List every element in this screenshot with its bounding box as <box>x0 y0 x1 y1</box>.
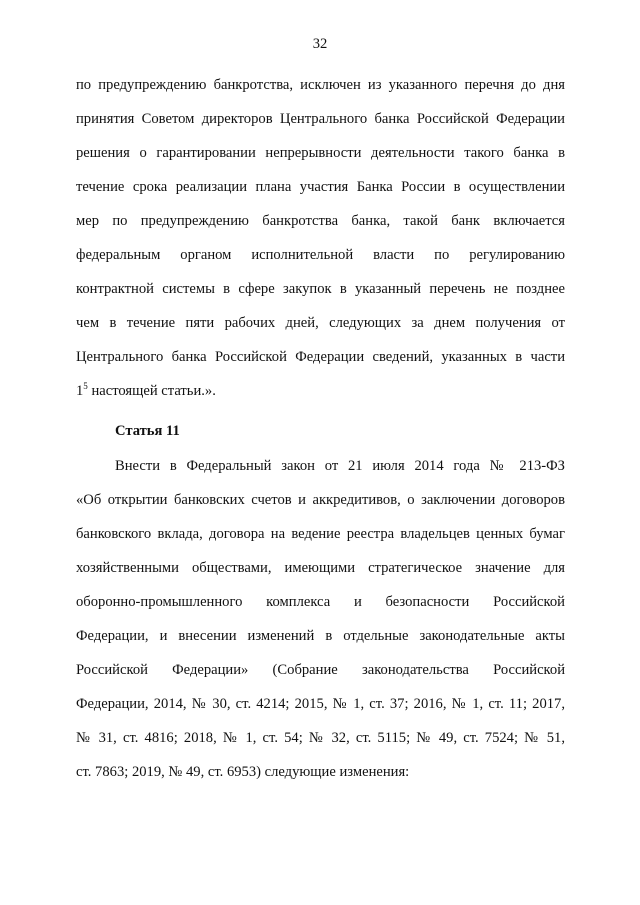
article-line: «Об открытии банковских счетов и аккредитивов, о заключении договоров <box>76 492 565 508</box>
paragraph-last-line <box>76 381 565 401</box>
paragraph-line: федеральным органом исполнительной власти по регулированию <box>76 247 565 263</box>
paragraph-line: течение срока реализации плана участия Банка России в осуществлении <box>76 179 565 195</box>
article-line: Внести в Федеральный закон от 21 июля 2014 года № 213-ФЗ <box>115 458 565 474</box>
article-line: хозяйственными обществами, имеющими стратегическое значение для <box>76 560 565 576</box>
article-line: № 31, ст. 4816; 2018, № 1, ст. 54; № 32, ст. 5115; № 49, ст. 7524; № 51, <box>76 730 565 746</box>
part-superscript: 5 <box>83 381 88 391</box>
article-line: Российской Федерации» (Собрание законодательства Российской <box>76 662 565 678</box>
article-heading: Статья 11 <box>115 423 180 439</box>
paragraph-line: принятия Советом директоров Центрального банка Российской Федерации <box>76 111 565 127</box>
article-line: ст. 7863; 2019, № 49, ст. 6953) следующие изменения: <box>76 764 410 780</box>
paragraph-line-end: настоящей статьи.». <box>87 383 216 399</box>
article-line: Федерации, и внесении изменений в отдельные законодательные акты <box>76 628 565 644</box>
article-line: банковского вклада, договора на ведение реестра владельцев ценных бумаг <box>76 526 565 542</box>
part-number: 1 <box>76 383 84 399</box>
paragraph-line: мер по предупреждению банкротства банка, такой банк включается <box>76 213 565 229</box>
paragraph-line: решения о гарантировании непрерывности деятельности такого банка в <box>76 145 565 161</box>
paragraph-line: Центрального банка Российской Федерации сведений, указанных в части <box>76 349 565 365</box>
paragraph-line: по предупреждению банкротства, исключен из указанного перечня до дня <box>76 77 565 93</box>
article-line: Федерации, 2014, № 30, ст. 4214; 2015, № 1, ст. 37; 2016, № 1, ст. 11; 2017, <box>76 696 565 712</box>
article-line: оборонно-промышленного комплекса и безопасности Российской <box>76 594 565 610</box>
page-number: 32 <box>312 36 328 52</box>
paragraph-line: чем в течение пяти рабочих дней, следующих за днем получения от <box>76 315 565 331</box>
paragraph-line: контрактной системы в сфере закупок в указанный перечень не позднее <box>76 281 565 297</box>
